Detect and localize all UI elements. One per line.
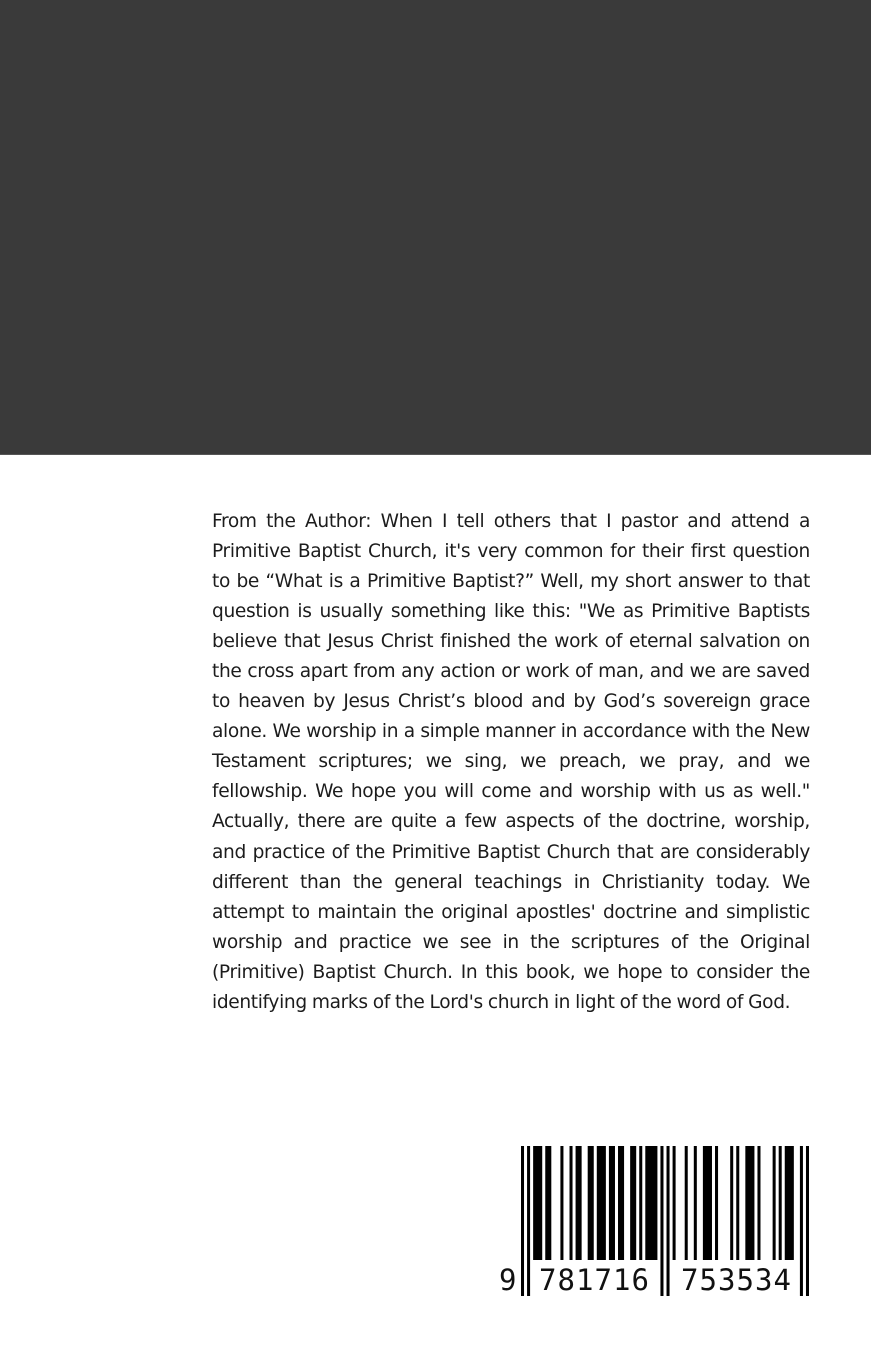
barcode-bar (785, 1146, 794, 1260)
barcode-guard-bar (800, 1146, 803, 1296)
barcode-guard-bar (660, 1146, 663, 1296)
barcode-bar (730, 1146, 733, 1260)
barcode-bar (609, 1146, 615, 1260)
barcode-bar (630, 1146, 636, 1260)
barcode-bar (533, 1146, 542, 1260)
barcode-bar (545, 1146, 551, 1260)
barcode-bar (757, 1146, 760, 1260)
barcode-bar (773, 1146, 776, 1260)
barcode-first-digit: 9 (499, 1263, 517, 1297)
barcode-bar (715, 1146, 718, 1260)
barcode-guard-bar (521, 1146, 524, 1296)
barcode-bar (745, 1146, 754, 1260)
barcode-bar (570, 1146, 573, 1260)
barcode-guard-bar (806, 1146, 809, 1296)
barcode-bar (685, 1146, 688, 1260)
barcode-guard-bar (667, 1146, 670, 1296)
barcode-bar (694, 1146, 697, 1260)
barcode-bar (673, 1146, 676, 1260)
barcode-bar (597, 1146, 606, 1260)
barcode-graphic (497, 1146, 817, 1298)
barcode-bar (576, 1146, 582, 1260)
barcode-guard-bar (527, 1146, 530, 1296)
barcode-bar (560, 1146, 563, 1260)
back-cover-blurb: From the Author: When I tell others that I pastor and attend a Primitive Baptist Church, it's very common for their first question to be “What is a Primitive Baptist?” Well, my short answer to that question is usually something like this: "We as Primitive Baptists believe that Jesus Christ finished the work of eternal salvation on the cross apart from any action or work of man, and we are saved to heaven by Jesus Christ’s blood and by God’s sovereign grace alone. We worship in a simple manner in accordance with the New Testament scriptures; we sing, we preach, we pray, and we fellowship. We hope you will come and worship with us as well." Actually, there are quite a few aspects of the doctrine, worship, and practice of the Primitive Baptist Church that are considerably different than the general teachings in Christianity today. We attempt to maintain the original apostles' doctrine and simplistic worship and practice we see in the scriptures of the Original (Primitive) Baptist Church. In this book, we hope to consider the identifying marks of the Lord's church in light of the word of God. (212, 511, 810, 1013)
barcode-bar (703, 1146, 712, 1260)
barcode-bar (588, 1146, 594, 1260)
cover-top-band (0, 0, 871, 455)
barcode-bar (618, 1146, 624, 1260)
barcode-bar (779, 1146, 782, 1260)
barcode-bar (639, 1146, 642, 1260)
barcode-bar (645, 1146, 657, 1260)
barcode-bar (736, 1146, 739, 1260)
isbn-barcode (497, 1146, 817, 1298)
barcode-right-digits: 753534 (681, 1263, 791, 1297)
barcode-left-digits: 781716 (539, 1263, 649, 1297)
